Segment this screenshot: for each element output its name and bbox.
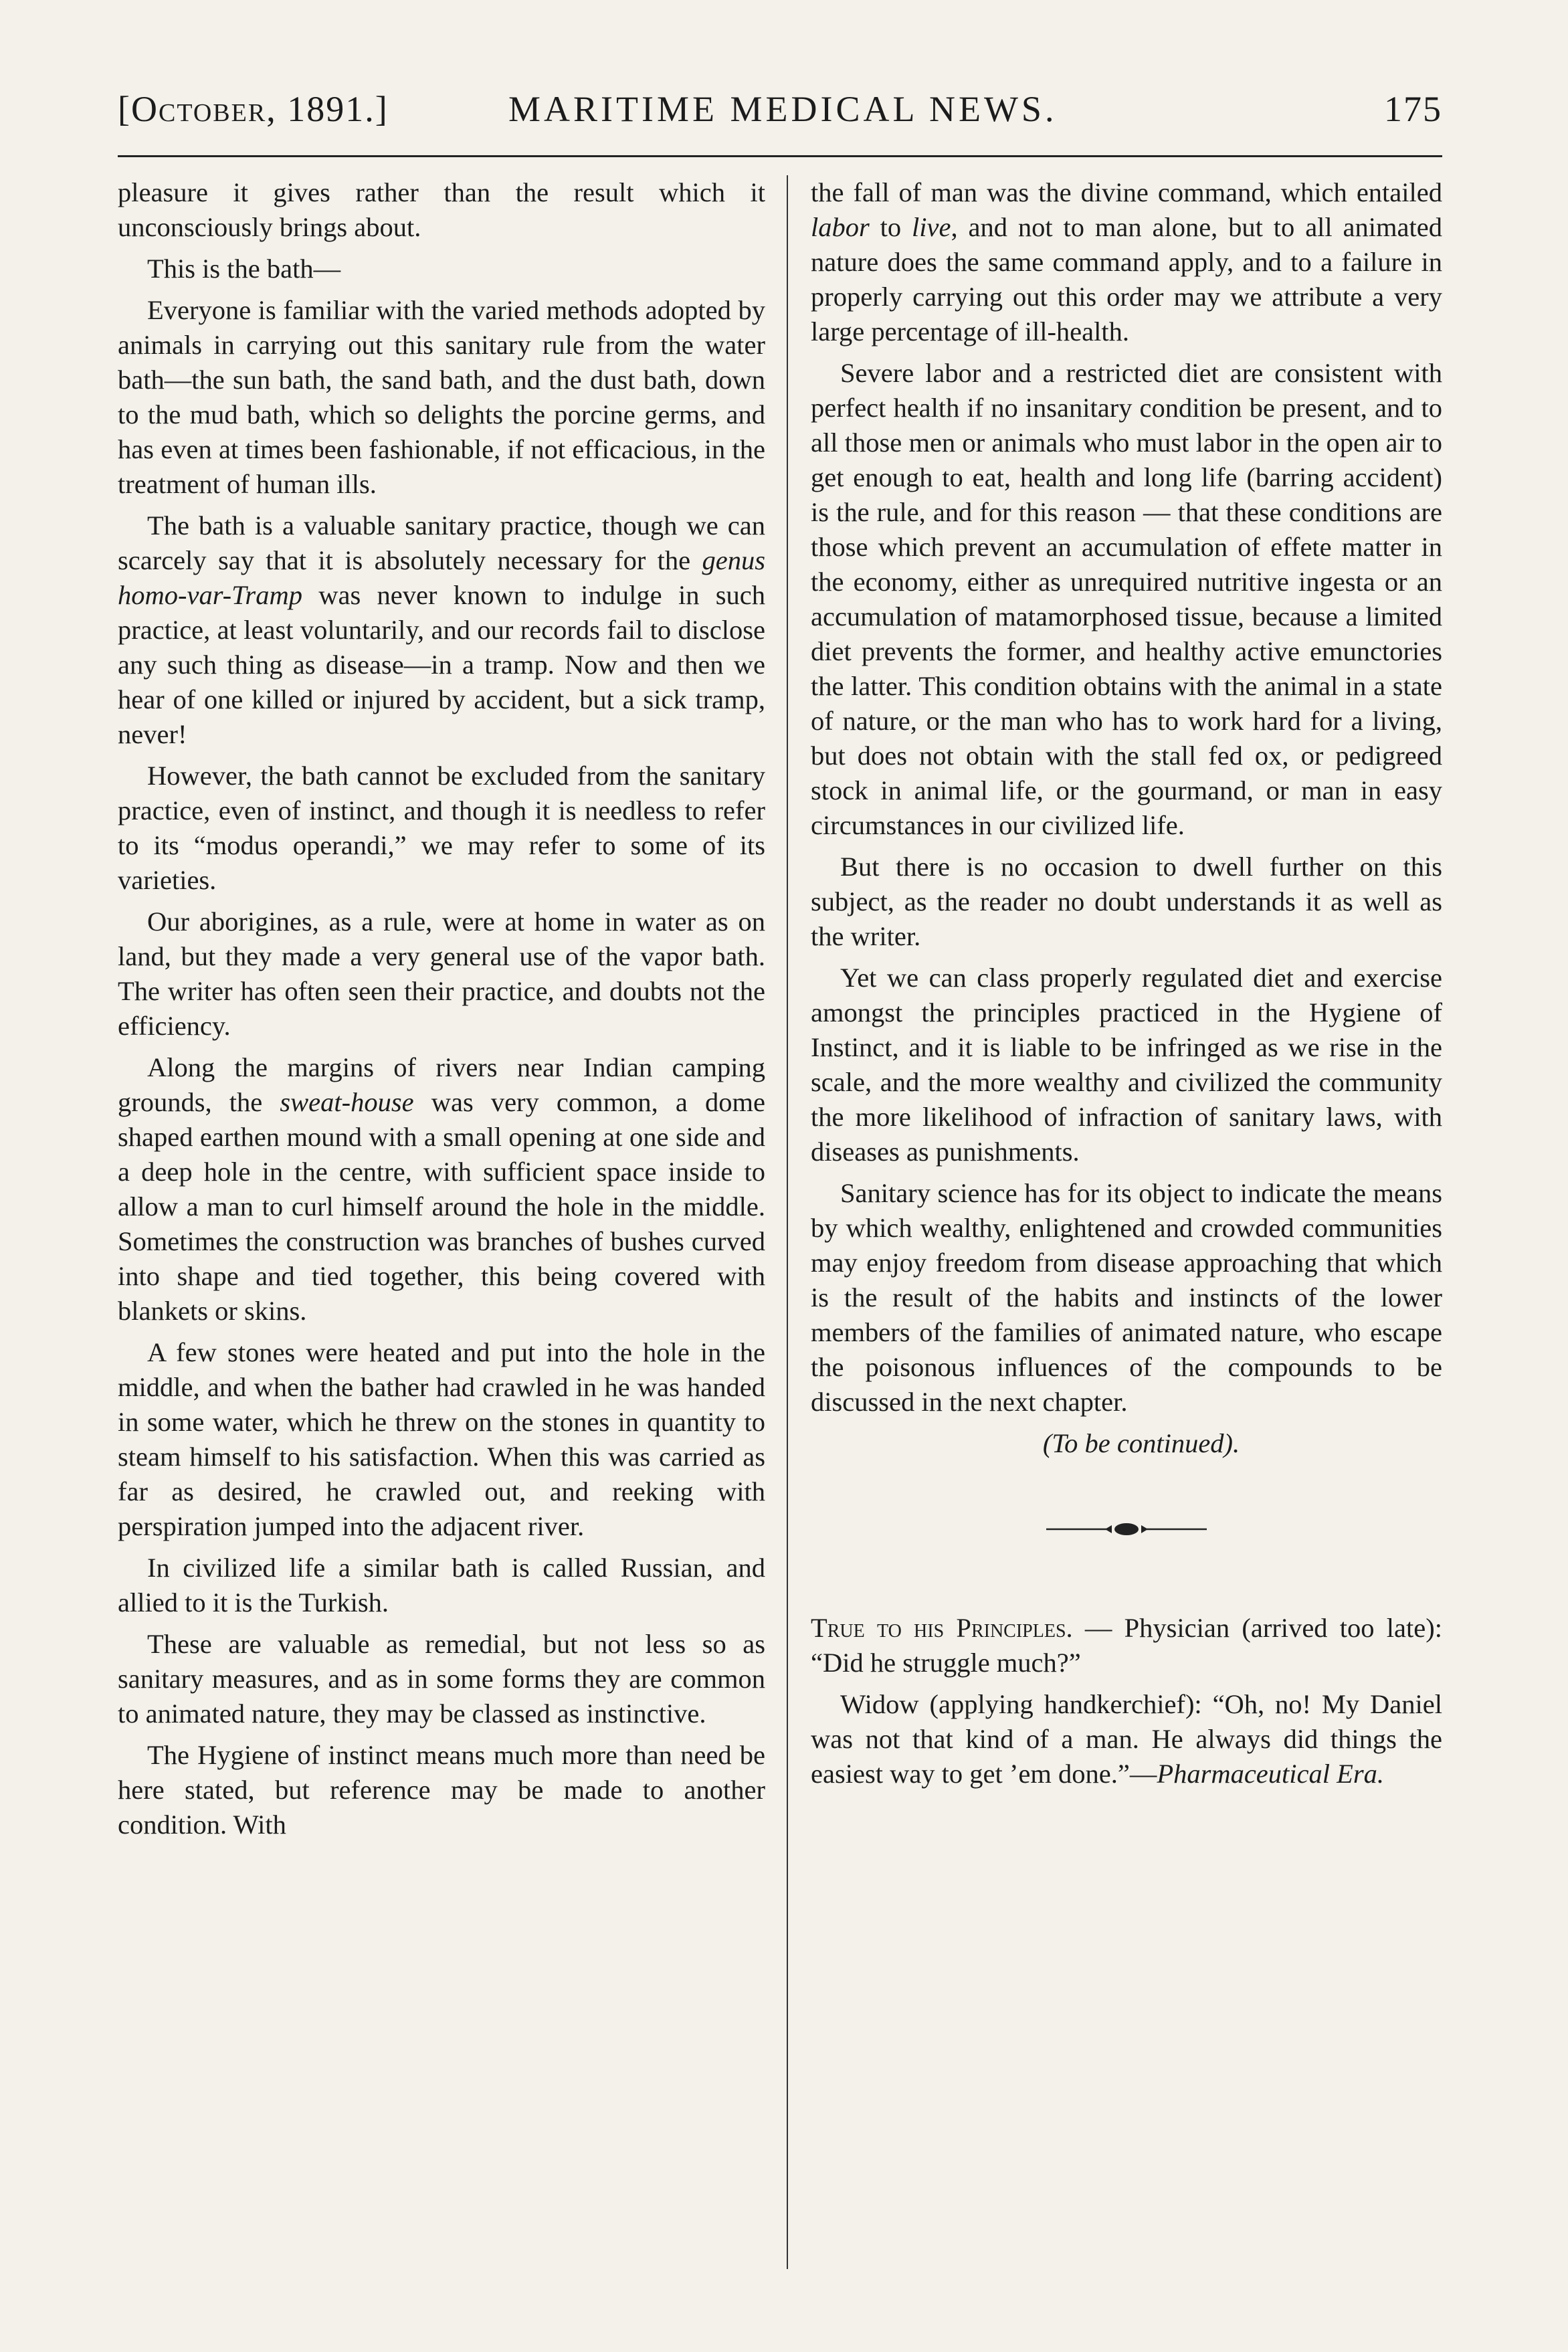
text-run: The bath is a valuable sanitary practice, though we can scarcely say that it is absolutely necessary for the: [118, 510, 765, 575]
header-journal-title: MARITIME MEDICAL NEWS.: [508, 89, 1058, 129]
column-divider: [787, 175, 788, 2269]
source-citation: Pharmaceutical Era.: [1157, 1759, 1385, 1789]
paragraph: Sanitary science has for its object to indicate the means by which wealthy, enlightened and crowded communities may enjoy freedom from disease approaching that which is the result of the habits and instincts of the lower members of the families of animated nature, who escape the poisonous influences of the compounds to be discussed in the next chapter.: [811, 1178, 1442, 1417]
paragraph: [118, 1050, 765, 1329]
paragraph: The Hygiene of instinct means much more than need be here stated, but reference may be made to another condition. With: [118, 1740, 765, 1840]
right-column: [811, 175, 1442, 1798]
text-run: to: [869, 212, 912, 242]
paragraph: [811, 1687, 1442, 1791]
italic-term: sweat-house: [280, 1087, 414, 1117]
header-rule: [118, 155, 1442, 157]
paragraph: In civilized life a similar bath is called Russian, and allied to it is the Turkish.: [118, 1553, 765, 1618]
text-run: — Physician (arrived too late): “Did he struggle much?”: [811, 1613, 1442, 1678]
to-be-continued: (To be continued).: [1042, 1428, 1240, 1458]
paragraph: pleasure it gives rather than the result which it unconsciously brings about.: [118, 177, 765, 242]
text-run: Widow (applying handkerchief): “Oh, no! My Daniel was not that kind of a man. He always did things the easiest way to get ’em done.”—: [811, 1689, 1442, 1789]
anecdote-title: True to his Principles.: [811, 1613, 1073, 1643]
paragraph: However, the bath cannot be excluded from the sanitary practice, even of instinct, and though it is needless to refer to its “modus operandi,” we may refer to some of its varieties.: [118, 761, 765, 895]
text-run: , and not to man alone, but to all animated nature does the same command apply, and to a failure in properly carrying out this order may we attribute a very large percentage of ill-health.: [811, 212, 1442, 347]
ornament-divider: [1046, 1521, 1207, 1537]
running-header: [118, 80, 1442, 140]
italic-term: live: [912, 212, 951, 242]
paragraph: These are valuable as remedial, but not less so as sanitary measures, and as in some forms they are common to animated nature, they may be classed as instinctive.: [118, 1629, 765, 1729]
paragraph: This is the bath—: [147, 254, 341, 284]
left-column: [118, 175, 765, 1849]
text-run: Along the margins of rivers near Indian camping grounds, the: [118, 1052, 765, 1117]
text-run: was very common, a dome shaped earthen mound with a small opening at one side and a deep hole in the centre, with sufficient space inside to allow a man to curl himself around the hole in the middle. Sometimes the construction was branches of bushes curved into shape and tied together, this being covered with blankets or skins.: [118, 1087, 765, 1326]
paragraph: [811, 175, 1442, 349]
paragraph: Yet we can class properly regulated diet and exercise amongst the principles practiced in the Hygiene of Instinct, and it is liable to be infringed as we rise in the scale, and the more wealthy and civilized the community the more likelihood of infraction of sanitary laws, with diseases as punishments.: [811, 963, 1442, 1167]
paragraph: [118, 508, 765, 752]
text-run: the fall of man was the divine command, which entailed: [811, 177, 1442, 207]
paragraph: Everyone is familiar with the varied methods adopted by animals in carrying out this sanitary rule from the water bath—the sun bath, the sand bath, and the dust bath, down to the mud bath, which so delights the porcine germs, and has even at times been fashionable, if not efficacious, in the treatment of human ills.: [118, 295, 765, 499]
paragraph: A few stones were heated and put into the hole in the middle, and when the bather had crawled in he was handed in some water, which he threw on the stones in quantity to steam himself to his satisfaction. When this was carried as far as desired, he crawled out, and reeking with perspiration jumped into the adjacent river.: [118, 1337, 765, 1541]
paragraph: Severe labor and a restricted diet are consistent with perfect health if no insanitary condition be present, and to all those men or animals who must labor in the open air to get enough to eat, health and long life (barring accident) is the rule, and for this reason — that these conditions are those which prevent an accumulation of effete matter in the economy, either as unrequired nutritive ingesta or an accumulation of matamorphosed tissue, because a limited diet prevents the former, and healthy active emunctories the latter. This condition obtains with the animal in a state of nature, or the man who has to work hard for a living, but does not obtain with the stall fed ox, or pedigreed stock in animal life, or the gourmand, or man in easy circumstances in our civilized life.: [811, 358, 1442, 840]
text-run: was never known to indulge in such practice, at least voluntarily, and our records fail to disclose any such thing as disease—in a tramp. Now and then we hear of one killed or injured by accident, but a sick tramp, never!: [118, 580, 765, 749]
paragraph: Our aborigines, as a rule, were at home in water as on land, but they made a very general use of the vapor bath. The writer has often seen their practice, and doubts not the efficiency.: [118, 906, 765, 1041]
header-page-number: 175: [1384, 89, 1442, 129]
italic-term: genus homo-var-Tramp: [118, 545, 765, 610]
paragraph: But there is no occasion to dwell further on this subject, as the reader no doubt understands it as well as the writer.: [811, 852, 1442, 951]
anecdote: [811, 1611, 1442, 1680]
header-date: [October, 1891.]: [118, 89, 389, 129]
italic-term: labor: [811, 212, 870, 242]
